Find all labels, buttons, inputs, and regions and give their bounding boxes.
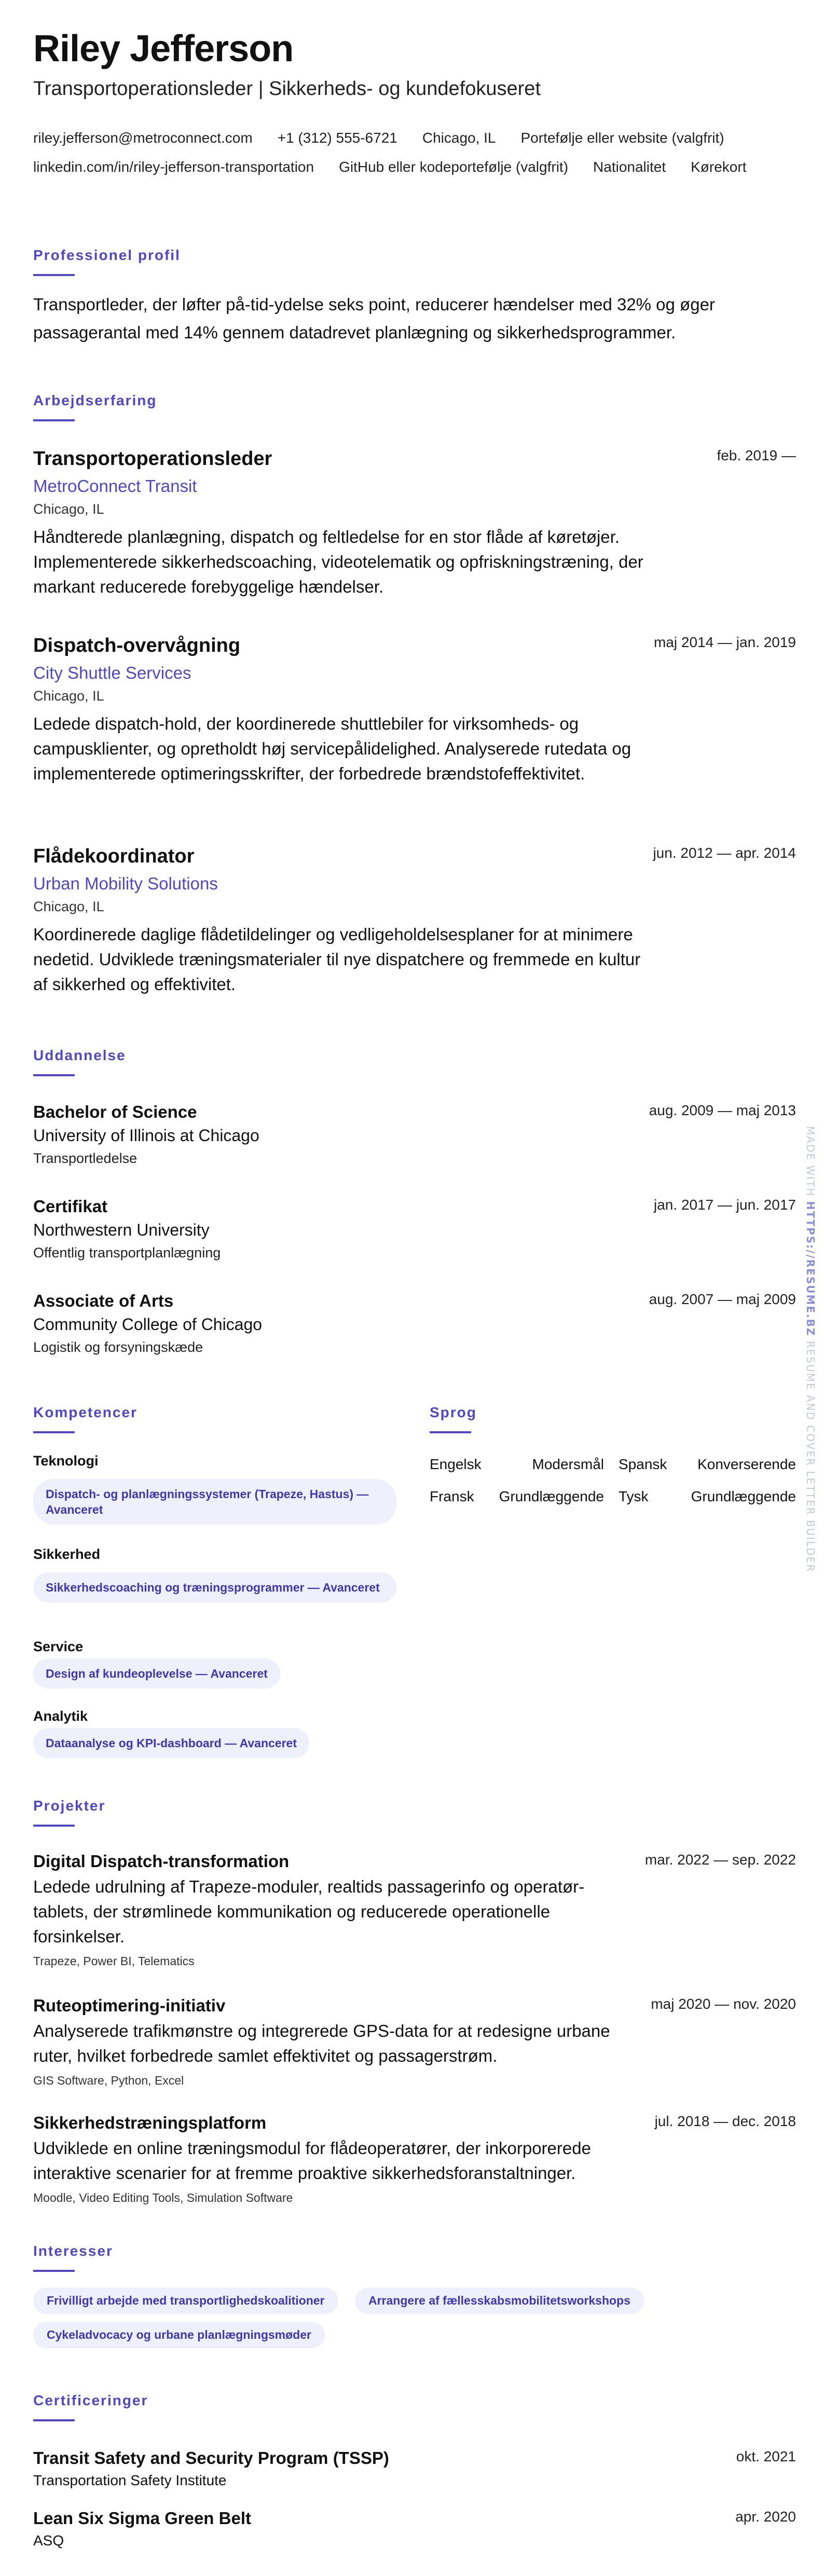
job-description: Ledede dispatch-hold, der koordinerede shuttlebiler for virksomheds- og campusklienter, og opretholdt høj servicepålidelighed. Analyserede rutedata og implementerede optimeringsskrifter, der forbedrede brændstofeffektivitet. — [33, 714, 631, 783]
project-dates: maj 2020 — nov. 2020 — [651, 1996, 796, 2012]
section-rule — [33, 1431, 75, 1433]
project-entry — [33, 1852, 796, 1968]
contact-phone[interactable]: +1 (312) 555-6721 — [277, 130, 397, 146]
section-rule — [33, 1825, 75, 1827]
skill-category: Service — [33, 1639, 84, 1654]
section-title-experience: Arbejdserfaring — [33, 392, 157, 408]
contact-nationality: Nationalitet — [593, 159, 666, 175]
education-degree: Certifikat — [33, 1197, 108, 1216]
section-rule — [33, 2270, 75, 2272]
certification-name: Transit Safety and Security Program (TSSP) — [33, 2448, 389, 2468]
interest-pill: Arrangere af fællesskabsmobilitetsworkshops — [355, 2287, 644, 2314]
skill-pill: Design af kundeoplevelse — Avanceret — [33, 1659, 280, 1689]
contact-linkedin[interactable]: linkedin.com/in/riley-jefferson-transportation — [33, 159, 314, 175]
project-entry — [33, 1996, 796, 2088]
job-dates: maj 2014 — jan. 2019 — [654, 634, 796, 650]
section-title-skills: Kompetencer — [33, 1404, 138, 1420]
education-field: Logistik og forsyningskæde — [33, 1339, 203, 1355]
language-name: Spansk — [619, 1456, 667, 1472]
job-location: Chicago, IL — [33, 688, 104, 704]
section-rule — [33, 2419, 75, 2421]
watermark-suffix: RESUME AND COVER LETTER BUILDER — [804, 1340, 817, 1573]
job-description: Håndterede planlægning, dispatch og feltledelse for en stor flåde af køretøjer. Implementerede sikkerhedscoaching, videotelematik og opfriskningstræning, der markant reducerede forebyggelige hændelser. — [33, 527, 643, 596]
skill-category: Teknologi — [33, 1453, 99, 1469]
education-entry — [33, 1102, 796, 1167]
education-dates: aug. 2007 — maj 2009 — [649, 1291, 796, 1307]
contact-github[interactable]: GitHub eller kodeportefølje (valgfrit) — [339, 159, 569, 175]
job-title: Transportoperationsleder — [33, 448, 272, 470]
education-degree: Bachelor of Science — [33, 1102, 197, 1121]
section-rule — [33, 274, 75, 276]
education-school: Northwestern University — [33, 1221, 210, 1239]
language-name: Tysk — [619, 1488, 649, 1504]
project-entry — [33, 2113, 796, 2205]
job-location: Chicago, IL — [33, 501, 104, 517]
certification-entry — [33, 2448, 796, 2489]
project-tech: GIS Software, Python, Excel — [33, 2074, 184, 2087]
project-dates: jul. 2018 — dec. 2018 — [654, 2113, 796, 2129]
education-school: Community College of Chicago — [33, 1315, 263, 1334]
project-description: Analyserede trafikmønstre og integrerede GPS-data for at redesigne urbane ruter, hvilket forbedrede samlet effektivitet og passagerstrøm. — [33, 2021, 610, 2065]
section-rule — [33, 419, 75, 421]
contact-list — [33, 124, 796, 182]
education-degree: Associate of Arts — [33, 1291, 174, 1310]
section-title-education: Uddannelse — [33, 1047, 126, 1063]
education-entry — [33, 1291, 796, 1355]
language-level: Grundlæggende — [499, 1488, 604, 1504]
watermark-link[interactable]: HTTPS://RESUME.BZ — [804, 1201, 817, 1337]
skill-pill: Sikkerhedscoaching og træningsprogrammer — Avanceret — [33, 1572, 396, 1602]
job-entry — [33, 634, 796, 786]
job-title: Flådekoordinator — [33, 845, 195, 867]
interest-pill: Cykeladvocacy og urbane planlægningsmøder — [33, 2322, 325, 2348]
skill-category: Sikkerhed — [33, 1546, 101, 1562]
watermark-prefix: MADE WITH — [804, 1126, 817, 1197]
education-dates: jan. 2017 — jun. 2017 — [654, 1197, 796, 1213]
language-level: Modersmål — [532, 1456, 604, 1472]
job-location: Chicago, IL — [33, 898, 104, 914]
certification-name: Lean Six Sigma Green Belt — [33, 2509, 251, 2528]
candidate-headline: Transportoperationsleder | Sikkerheds- og kundefokuseret — [33, 78, 541, 100]
job-company: Urban Mobility Solutions — [33, 873, 218, 893]
job-dates: jun. 2012 — apr. 2014 — [653, 845, 796, 861]
project-title: Sikkerhedstræningsplatform — [33, 2113, 267, 2132]
job-company: MetroConnect Transit — [33, 476, 197, 496]
education-field: Transportledelse — [33, 1150, 138, 1166]
interest-pill: Frivilligt arbejde med transportlighedskoalitioner — [33, 2287, 338, 2314]
job-description: Koordinerede daglige flådetildelinger og vedligeholdelsesplaner for at minimere nedetid. Udviklede træningsmaterialer til nye dispatchere og fremmede en kultur af sikkerhed og effektivitet. — [33, 924, 641, 994]
education-school: University of Illinois at Chicago — [33, 1126, 259, 1145]
contact-portfolio[interactable]: Portefølje eller website (valgfrit) — [520, 130, 724, 146]
project-title: Ruteoptimering-initiativ — [33, 1996, 226, 2015]
candidate-name: Riley Jefferson — [33, 28, 294, 70]
education-field: Offentlig transportplanlægning — [33, 1245, 221, 1260]
skill-category: Analytik — [33, 1708, 88, 1724]
language-level: Grundlæggende — [691, 1488, 796, 1504]
language-name: Engelsk — [430, 1456, 482, 1472]
section-title-interests: Interesser — [33, 2243, 113, 2259]
job-company: City Shuttle Services — [33, 663, 191, 682]
builder-watermark — [804, 1126, 817, 1645]
project-description: Udviklede en online træningsmodul for flådeoperatører, der inkorporerede interaktive scenarier for at fremme proaktive sikkerhedsforanstaltninger. — [33, 2139, 591, 2183]
job-entry — [33, 447, 796, 599]
project-dates: mar. 2022 — sep. 2022 — [644, 1852, 796, 1868]
language-name: Fransk — [430, 1488, 474, 1504]
contact-email[interactable]: riley.jefferson@metroconnect.com — [33, 130, 253, 146]
certification-entry — [33, 2509, 796, 2549]
contact-location: Chicago, IL — [422, 130, 496, 146]
certification-issuer: ASQ — [33, 2532, 64, 2548]
education-dates: aug. 2009 — maj 2013 — [649, 1102, 796, 1118]
project-tech: Moodle, Video Editing Tools, Simulation Software — [33, 2191, 293, 2204]
section-rule — [430, 1431, 471, 1433]
education-entry — [33, 1197, 796, 1261]
certification-issuer: Transportation Safety Institute — [33, 2472, 227, 2488]
skill-pill: Dataanalyse og KPI-dashboard — Avanceret — [33, 1728, 309, 1758]
certification-date: okt. 2021 — [736, 2448, 796, 2464]
project-tech: Trapeze, Power BI, Telematics — [33, 1954, 195, 1968]
project-description: Ledede udrulning af Trapeze-moduler, realtids passagerinfo og operatør-tablets, der strømlinede kommunikation og reducerede operationelle forsinkelser. — [33, 1877, 585, 1946]
section-title-certifications: Certificeringer — [33, 2392, 148, 2408]
project-title: Digital Dispatch-transformation — [33, 1852, 290, 1871]
section-rule — [33, 1074, 75, 1076]
section-title-languages: Sprog — [430, 1404, 477, 1420]
profile-summary: Transportleder, der løfter på-tid-ydelse seks point, reducerer hændelser med 32% og øger passagerantal med 14% gennem datadrevet planlægning og sikkerhedsprogrammer. — [33, 295, 715, 342]
certification-date: apr. 2020 — [735, 2509, 796, 2525]
job-dates: feb. 2019 — — [717, 447, 796, 463]
contact-license: Kørekort — [691, 159, 747, 175]
skill-pill: Dispatch- og planlægningssystemer (Trapeze, Hastus) — Avanceret — [33, 1479, 396, 1525]
language-level: Konverserende — [697, 1456, 796, 1472]
job-entry — [33, 845, 796, 997]
job-title: Dispatch-overvågning — [33, 635, 241, 656]
section-title-projects: Projekter — [33, 1798, 106, 1814]
section-title-profile: Professionel profil — [33, 247, 181, 263]
